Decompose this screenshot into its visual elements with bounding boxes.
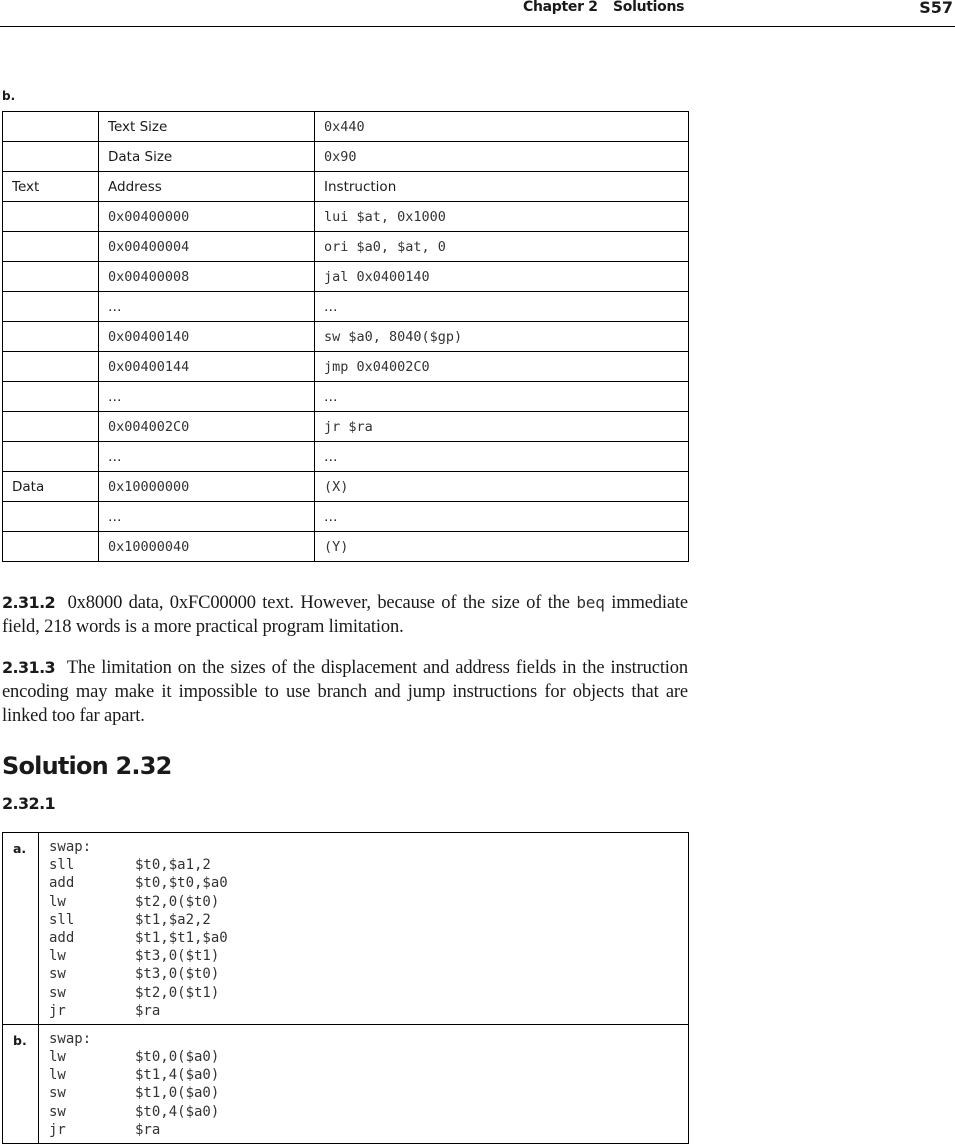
- segment-cell: [3, 112, 99, 142]
- code-line: [49, 1048, 688, 1066]
- segment-cell: [3, 502, 99, 532]
- value-cell: jmp 0x04002C0: [315, 352, 689, 382]
- address-cell: 0x00400000: [99, 202, 315, 232]
- segment-cell: Text: [3, 172, 99, 202]
- segment-cell: [3, 262, 99, 292]
- link-table: [2, 111, 689, 562]
- section-label: Solutions: [613, 0, 685, 15]
- code-block: [39, 833, 689, 1025]
- segment-cell: [3, 442, 99, 472]
- inline-code: beq: [576, 593, 605, 612]
- subsection-heading: 2.32.1: [2, 794, 56, 813]
- table-row: [3, 202, 689, 232]
- chapter-label: Chapter 2: [523, 0, 598, 15]
- code-operands: $t0,4($a0): [135, 1103, 220, 1120]
- code-line: [49, 1066, 688, 1084]
- paragraph-2-31-2: [2, 591, 688, 639]
- table-row: [3, 172, 689, 202]
- code-operands: $t0,0($a0): [135, 1049, 220, 1066]
- address-cell: 0x00400008: [99, 262, 315, 292]
- code-operands: $t1,$t1,$a0: [135, 929, 228, 946]
- code-opcode: sw: [49, 1103, 66, 1120]
- address-cell: 0x004002C0: [99, 412, 315, 442]
- value-cell: …: [315, 292, 689, 322]
- code-operands: $t3,0($t1): [135, 948, 220, 965]
- address-cell: Data Size: [99, 142, 315, 172]
- table-row: [3, 232, 689, 262]
- code-block-label: b.: [3, 1024, 39, 1143]
- paragraph-text: 0x8000 data, 0xFC00000 text. However, because of the size of the: [67, 593, 570, 613]
- address-cell: Text Size: [99, 112, 315, 142]
- paragraph-text: The limitation on the sizes of the displacement and address fields in the instruction encoding may make it impossible to use branch and jump instructions for objects that are linked too far apart.: [2, 658, 688, 726]
- value-cell: jr $ra: [315, 412, 689, 442]
- code-opcode: jr: [49, 1002, 66, 1019]
- table-row: [3, 142, 689, 172]
- address-cell: 0x10000040: [99, 532, 315, 562]
- code-operands: $ra: [135, 1002, 161, 1019]
- code-operands: $t0,$a1,2: [135, 857, 211, 874]
- value-cell: ori $a0, $at, 0: [315, 232, 689, 262]
- code-operands: $t2,0($t1): [135, 984, 220, 1001]
- value-cell: …: [315, 442, 689, 472]
- value-cell: Instruction: [315, 172, 689, 202]
- code-opcode: lw: [49, 948, 66, 965]
- code-operands: $t3,0($t0): [135, 966, 220, 983]
- code-block-row: [3, 833, 689, 1025]
- code-opcode: swap:: [49, 839, 92, 855]
- value-cell: (X): [315, 472, 689, 502]
- paragraph-text: immediate field, 218 words is a more practical program limitation.: [2, 593, 688, 637]
- value-cell: (Y): [315, 532, 689, 562]
- segment-cell: [3, 352, 99, 382]
- value-cell: sw $a0, 8040($gp): [315, 322, 689, 352]
- table-row: [3, 112, 689, 142]
- code-operands: $ra: [135, 1121, 161, 1138]
- value-cell: lui $at, 0x1000: [315, 202, 689, 232]
- address-cell: …: [99, 502, 315, 532]
- value-cell: 0x90: [315, 142, 689, 172]
- table-row: [3, 442, 689, 472]
- segment-cell: [3, 142, 99, 172]
- code-line: [49, 874, 688, 892]
- paragraph-number: 2.31.2: [2, 593, 56, 612]
- code-line: [49, 856, 688, 874]
- table-row: [3, 292, 689, 322]
- address-cell: …: [99, 442, 315, 472]
- segment-cell: [3, 322, 99, 352]
- table-row: [3, 352, 689, 382]
- paragraph-2-31-3: [2, 656, 688, 728]
- code-line: [49, 929, 688, 947]
- table-row: [3, 262, 689, 292]
- code-opcode: sll: [49, 857, 75, 874]
- code-line: [49, 965, 688, 983]
- address-cell: …: [99, 292, 315, 322]
- code-operands: $t1,$a2,2: [135, 911, 211, 928]
- segment-cell: [3, 292, 99, 322]
- code-opcode: jr: [49, 1121, 66, 1138]
- table-row: [3, 532, 689, 562]
- code-line: [49, 1121, 688, 1139]
- table-row: [3, 412, 689, 442]
- segment-cell: [3, 532, 99, 562]
- segment-cell: [3, 232, 99, 262]
- segment-cell: [3, 382, 99, 412]
- table-row: [3, 382, 689, 412]
- code-line: [49, 911, 688, 929]
- code-opcode: lw: [49, 1049, 66, 1066]
- code-line: [49, 893, 688, 911]
- code-table: [2, 832, 689, 1144]
- table-row: [3, 322, 689, 352]
- code-line: [49, 947, 688, 965]
- code-opcode: lw: [49, 1067, 66, 1084]
- code-line: [49, 984, 688, 1002]
- part-b-label: b.: [2, 89, 16, 103]
- page-number: S57: [919, 0, 953, 17]
- code-opcode: sw: [49, 984, 66, 1001]
- value-cell: jal 0x0400140: [315, 262, 689, 292]
- code-line: [49, 1103, 688, 1121]
- address-cell: 0x10000000: [99, 472, 315, 502]
- address-cell: 0x00400140: [99, 322, 315, 352]
- code-operands: $t1,0($a0): [135, 1085, 220, 1102]
- code-line: [49, 1002, 688, 1020]
- page-header: [0, 0, 955, 27]
- code-line: [49, 1084, 688, 1102]
- segment-cell: [3, 202, 99, 232]
- code-block: [39, 1024, 689, 1143]
- address-cell: Address: [99, 172, 315, 202]
- address-cell: 0x00400004: [99, 232, 315, 262]
- segment-cell: [3, 412, 99, 442]
- code-opcode: lw: [49, 893, 66, 910]
- address-cell: …: [99, 382, 315, 412]
- paragraph-number: 2.31.3: [2, 658, 56, 677]
- segment-cell: Data: [3, 472, 99, 502]
- value-cell: 0x440: [315, 112, 689, 142]
- code-opcode: sw: [49, 966, 66, 983]
- value-cell: …: [315, 502, 689, 532]
- code-opcode: sw: [49, 1085, 66, 1102]
- address-cell: 0x00400144: [99, 352, 315, 382]
- code-operands: $t0,$t0,$a0: [135, 875, 228, 892]
- value-cell: …: [315, 382, 689, 412]
- code-line: [49, 1030, 688, 1048]
- code-operands: $t2,0($t0): [135, 893, 220, 910]
- code-block-label: a.: [3, 833, 39, 1025]
- code-operands: $t1,4($a0): [135, 1067, 220, 1084]
- code-opcode: add: [49, 875, 75, 892]
- table-row: [3, 502, 689, 532]
- code-line: [49, 838, 688, 856]
- code-opcode: sll: [49, 911, 75, 928]
- code-opcode: add: [49, 929, 75, 946]
- table-row: [3, 472, 689, 502]
- code-opcode: swap:: [49, 1030, 92, 1047]
- solution-heading: Solution 2.32: [2, 752, 172, 780]
- code-block-row: [3, 1024, 689, 1143]
